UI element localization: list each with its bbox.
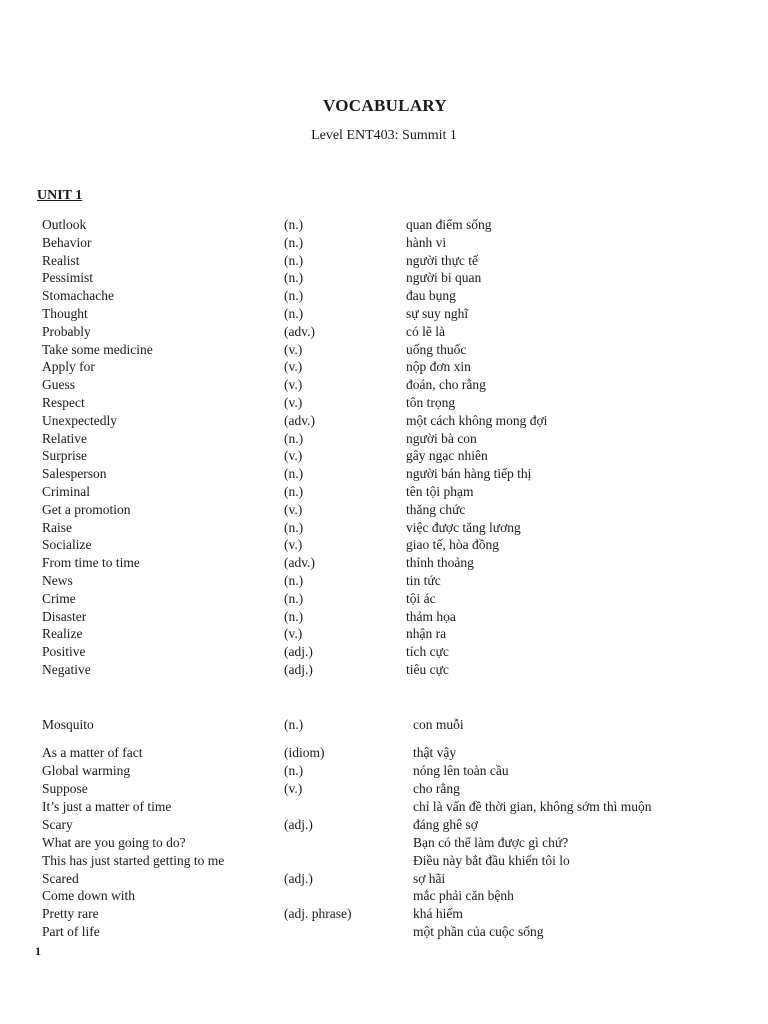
vocab-part-of-speech: (n.) bbox=[284, 573, 304, 588]
vocab-meaning: đau bụng bbox=[406, 288, 456, 304]
vocab-meaning: thật vậy bbox=[413, 745, 457, 760]
vocab-part-of-speech: (n.) bbox=[284, 608, 304, 624]
vocab-part-of-speech: (n.) bbox=[284, 306, 304, 321]
vocab-word: Pessimist bbox=[42, 270, 94, 286]
vocab-meaning: uống thuốc bbox=[406, 341, 467, 357]
vocab-word: Salesperson bbox=[42, 466, 107, 482]
vocab-part-of-speech: (adv.) bbox=[284, 555, 315, 571]
vocab-part-of-speech: (v.) bbox=[284, 781, 303, 796]
vocab-word: Outlook bbox=[42, 217, 87, 232]
vocab-word: Global warming bbox=[42, 763, 131, 778]
vocab-meaning: khá hiếm bbox=[413, 906, 463, 921]
vocab-row bbox=[0, 608, 768, 626]
vocab-row bbox=[0, 816, 768, 834]
vocab-meaning: tích cực bbox=[406, 644, 449, 660]
vocab-meaning: người thực tế bbox=[406, 252, 479, 268]
vocab-meaning: cho rằng bbox=[413, 781, 460, 796]
vocab-meaning: có lẽ là bbox=[406, 323, 445, 339]
vocab-meaning: mắc phải căn bệnh bbox=[413, 888, 514, 903]
vocab-row bbox=[0, 394, 768, 412]
vocab-meaning: việc được tăng lương bbox=[406, 519, 521, 535]
vocab-word: Realize bbox=[42, 626, 83, 642]
vocab-row bbox=[0, 483, 768, 501]
vocab-part-of-speech: (n.) bbox=[284, 217, 304, 232]
vocab-row bbox=[0, 269, 768, 287]
vocab-row bbox=[0, 447, 768, 465]
vocab-word: It’s just a matter of time bbox=[42, 799, 172, 814]
vocab-part-of-speech: (n.) bbox=[284, 519, 304, 535]
vocab-word: This has just started getting to me bbox=[42, 853, 225, 868]
vocab-part-of-speech: (adj.) bbox=[284, 817, 313, 832]
vocab-word: Socialize bbox=[42, 537, 92, 553]
vocab-part-of-speech: (v.) bbox=[284, 537, 303, 553]
vocab-meaning: thăng chức bbox=[406, 501, 466, 517]
vocab-meaning: tôn trọng bbox=[406, 395, 456, 410]
vocab-meaning: Điều này bắt đầu khiến tôi lo bbox=[413, 853, 570, 868]
vocab-row bbox=[0, 572, 768, 590]
vocab-row bbox=[0, 887, 768, 905]
vocab-meaning: chỉ là vấn đề thời gian, không sớm thì muộn bbox=[413, 799, 652, 814]
vocab-word: Positive bbox=[42, 644, 86, 660]
vocab-row bbox=[0, 923, 768, 941]
vocab-part-of-speech: (n.) bbox=[284, 484, 304, 499]
vocab-row bbox=[0, 905, 768, 923]
vocab-part-of-speech: (v.) bbox=[284, 626, 303, 642]
vocab-part-of-speech: (adj.) bbox=[284, 662, 313, 677]
vocab-row bbox=[0, 870, 768, 888]
vocab-meaning: giao tế, hòa đồng bbox=[406, 537, 499, 553]
vocab-meaning: tiêu cực bbox=[406, 662, 449, 677]
vocab-word: Part of life bbox=[42, 924, 100, 939]
vocab-part-of-speech: (n.) bbox=[284, 288, 304, 304]
vocab-meaning: nộp đơn xin bbox=[406, 359, 471, 375]
vocab-part-of-speech: (n.) bbox=[284, 717, 304, 732]
vocab-row bbox=[0, 625, 768, 643]
vocab-word: Surprise bbox=[42, 448, 87, 464]
vocab-row bbox=[0, 376, 768, 394]
vocab-word: News bbox=[42, 573, 73, 588]
vocab-row bbox=[0, 323, 768, 341]
vocab-part-of-speech: (v.) bbox=[284, 377, 303, 393]
unit-heading: UNIT 1 bbox=[37, 188, 83, 203]
vocab-word: Criminal bbox=[42, 484, 90, 499]
vocab-meaning: hành vi bbox=[406, 234, 447, 250]
vocab-meaning: Bạn có thể làm được gì chứ? bbox=[413, 835, 569, 850]
vocab-part-of-speech: (n.) bbox=[284, 466, 304, 482]
vocab-word: Thought bbox=[42, 306, 88, 321]
vocab-row bbox=[0, 252, 768, 270]
vocab-part-of-speech: (n.) bbox=[284, 763, 304, 778]
vocab-meaning: người bà con bbox=[406, 430, 477, 446]
vocab-meaning: quan điểm sống bbox=[406, 217, 492, 232]
vocab-row bbox=[0, 834, 768, 852]
vocab-part-of-speech: (v.) bbox=[284, 395, 303, 410]
vocab-meaning: một phần của cuộc sống bbox=[413, 924, 544, 939]
vocab-row bbox=[0, 590, 768, 608]
vocab-row bbox=[0, 661, 768, 679]
vocab-meaning: người bi quan bbox=[406, 270, 482, 286]
vocab-meaning: thảm họa bbox=[406, 608, 456, 624]
vocab-meaning: đáng ghê sợ bbox=[413, 817, 478, 832]
vocab-row bbox=[0, 716, 768, 734]
vocab-row bbox=[0, 501, 768, 519]
vocab-part-of-speech: (n.) bbox=[284, 590, 304, 606]
vocab-row bbox=[0, 305, 768, 323]
vocab-meaning: nóng lên toàn cầu bbox=[413, 763, 509, 778]
vocab-word: As a matter of fact bbox=[42, 745, 143, 760]
vocab-meaning: sự suy nghĩ bbox=[406, 306, 469, 321]
vocab-part-of-speech: (adj.) bbox=[284, 871, 313, 886]
vocab-part-of-speech: (v.) bbox=[284, 501, 303, 517]
vocab-word: Raise bbox=[42, 519, 72, 535]
vocab-word: Scary bbox=[42, 817, 73, 832]
vocab-word: Realist bbox=[42, 252, 80, 268]
vocab-row bbox=[0, 780, 768, 798]
vocab-row bbox=[0, 465, 768, 483]
vocab-row bbox=[0, 287, 768, 305]
vocab-meaning: nhận ra bbox=[406, 626, 447, 642]
vocab-meaning: tên tội phạm bbox=[406, 484, 474, 499]
vocab-row bbox=[0, 852, 768, 870]
vocab-word: Suppose bbox=[42, 781, 88, 796]
vocab-part-of-speech: (n.) bbox=[284, 270, 304, 286]
vocab-word: Disaster bbox=[42, 608, 87, 624]
vocab-meaning: đoán, cho rằng bbox=[406, 377, 486, 393]
page-number: 1 bbox=[35, 944, 41, 958]
vocab-row bbox=[0, 412, 768, 430]
vocab-row bbox=[0, 744, 768, 762]
vocab-part-of-speech: (idiom) bbox=[284, 745, 325, 760]
vocab-meaning: gây ngạc nhiên bbox=[406, 448, 488, 464]
vocab-meaning: một cách không mong đợi bbox=[406, 412, 548, 428]
vocab-row bbox=[0, 643, 768, 661]
vocab-word: Negative bbox=[42, 662, 91, 677]
vocab-word: Mosquito bbox=[42, 717, 94, 732]
vocab-row bbox=[0, 216, 768, 234]
vocab-word: Apply for bbox=[42, 359, 95, 375]
vocab-part-of-speech: (adv.) bbox=[284, 323, 315, 339]
vocab-part-of-speech: (n.) bbox=[284, 430, 304, 446]
vocab-part-of-speech: (v.) bbox=[284, 448, 303, 464]
vocab-part-of-speech: (adj. phrase) bbox=[284, 906, 352, 921]
vocab-word: Take some medicine bbox=[42, 341, 153, 357]
vocab-part-of-speech: (v.) bbox=[284, 341, 303, 357]
vocab-row bbox=[0, 358, 768, 376]
vocab-word: Probably bbox=[42, 323, 91, 339]
vocab-meaning: con muỗi bbox=[413, 717, 464, 732]
document-subtitle: Level ENT403: Summit 1 bbox=[311, 128, 457, 143]
vocab-row bbox=[0, 341, 768, 359]
vocab-meaning: người bán hàng tiếp thị bbox=[406, 466, 532, 482]
vocab-word: From time to time bbox=[42, 555, 140, 571]
document-title: VOCABULARY bbox=[323, 96, 447, 115]
vocab-word: Unexpectedly bbox=[42, 412, 117, 428]
vocab-meaning: tội ác bbox=[406, 590, 436, 606]
vocab-word: Behavior bbox=[42, 234, 92, 250]
vocab-row bbox=[0, 536, 768, 554]
vocab-row bbox=[0, 519, 768, 537]
vocab-meaning: thỉnh thoảng bbox=[406, 555, 474, 571]
vocab-word: Guess bbox=[42, 377, 75, 393]
vocab-meaning: tin tức bbox=[406, 573, 441, 588]
vocab-row bbox=[0, 430, 768, 448]
vocab-row bbox=[0, 798, 768, 816]
vocab-word: Come down with bbox=[42, 888, 135, 903]
vocab-row bbox=[0, 762, 768, 780]
vocab-row bbox=[0, 234, 768, 252]
vocab-word: Relative bbox=[42, 430, 87, 446]
vocab-word: What are you going to do? bbox=[42, 835, 186, 850]
vocab-meaning: sợ hãi bbox=[413, 871, 446, 886]
vocab-part-of-speech: (v.) bbox=[284, 359, 303, 375]
vocab-word: Crime bbox=[42, 590, 76, 606]
vocab-part-of-speech: (n.) bbox=[284, 252, 304, 268]
vocab-part-of-speech: (adv.) bbox=[284, 412, 315, 428]
vocab-part-of-speech: (adj.) bbox=[284, 644, 313, 660]
vocab-word: Respect bbox=[42, 395, 85, 410]
vocab-row bbox=[0, 554, 768, 572]
vocab-word: Pretty rare bbox=[42, 906, 99, 921]
vocab-word: Stomachache bbox=[42, 288, 114, 304]
vocab-word: Scared bbox=[42, 871, 79, 886]
vocab-part-of-speech: (n.) bbox=[284, 234, 304, 250]
vocab-word: Get a promotion bbox=[42, 501, 131, 517]
